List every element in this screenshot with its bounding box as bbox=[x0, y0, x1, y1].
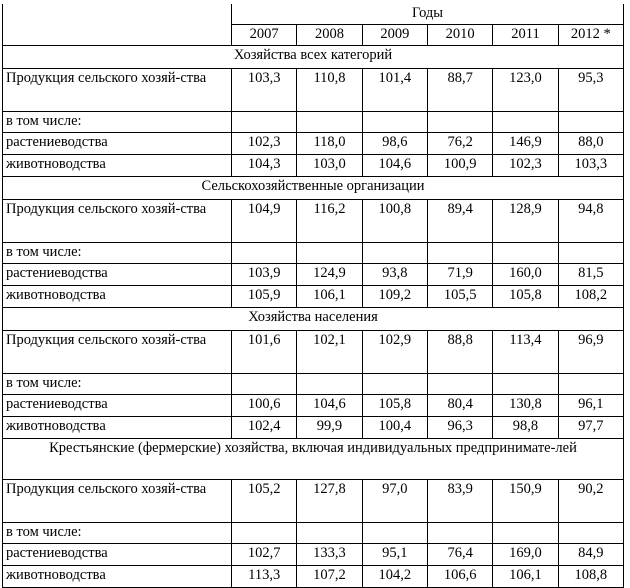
row-label: животноводства bbox=[3, 566, 232, 588]
value-cell: 98,6 bbox=[362, 133, 427, 155]
livestock-row bbox=[3, 155, 624, 177]
value-cell: 102,3 bbox=[232, 133, 297, 155]
crops-row bbox=[3, 133, 624, 155]
row-label: животноводства bbox=[3, 286, 232, 308]
value-cell: 105,2 bbox=[232, 480, 297, 523]
value-cell: 71,9 bbox=[427, 264, 492, 286]
value-cell: 110,8 bbox=[297, 69, 362, 112]
including-row bbox=[3, 523, 624, 544]
agriculture-index-table bbox=[2, 4, 624, 588]
section-header-row bbox=[3, 308, 624, 331]
value-cell bbox=[297, 112, 362, 133]
value-cell: 93,8 bbox=[362, 264, 427, 286]
value-cell: 103,3 bbox=[232, 69, 297, 112]
value-cell bbox=[493, 374, 558, 395]
value-cell: 105,9 bbox=[232, 286, 297, 308]
value-cell: 76,4 bbox=[427, 544, 492, 566]
value-cell: 96,1 bbox=[558, 395, 623, 417]
row-label: в том числе: bbox=[3, 374, 232, 395]
header-row-group bbox=[3, 4, 624, 25]
value-cell: 83,9 bbox=[427, 480, 492, 523]
value-cell: 102,7 bbox=[232, 544, 297, 566]
value-cell: 97,7 bbox=[558, 417, 623, 439]
section-title: Сельскохозяйственные организации bbox=[3, 177, 624, 200]
value-cell: 124,9 bbox=[297, 264, 362, 286]
value-cell: 130,8 bbox=[493, 395, 558, 417]
section-title: Хозяйства населения bbox=[3, 308, 624, 331]
value-cell: 103,3 bbox=[558, 155, 623, 177]
row-label: животноводства bbox=[3, 155, 232, 177]
value-cell: 169,0 bbox=[493, 544, 558, 566]
value-cell: 105,8 bbox=[493, 286, 558, 308]
value-cell bbox=[427, 243, 492, 264]
value-cell bbox=[297, 374, 362, 395]
value-cell bbox=[493, 243, 558, 264]
value-cell: 116,2 bbox=[297, 200, 362, 243]
value-cell: 84,9 bbox=[558, 544, 623, 566]
value-cell: 108,2 bbox=[558, 286, 623, 308]
year-header: 2010 bbox=[427, 25, 492, 46]
livestock-row bbox=[3, 566, 624, 588]
table-body bbox=[3, 4, 624, 588]
value-cell: 105,5 bbox=[427, 286, 492, 308]
value-cell bbox=[427, 112, 492, 133]
value-cell: 106,1 bbox=[297, 286, 362, 308]
production-row bbox=[3, 69, 624, 112]
value-cell bbox=[232, 374, 297, 395]
value-cell bbox=[362, 523, 427, 544]
livestock-row bbox=[3, 286, 624, 308]
value-cell: 104,3 bbox=[232, 155, 297, 177]
value-cell bbox=[427, 374, 492, 395]
value-cell: 133,3 bbox=[297, 544, 362, 566]
value-cell bbox=[232, 243, 297, 264]
year-header: 2011 bbox=[493, 25, 558, 46]
value-cell: 128,9 bbox=[493, 200, 558, 243]
years-group-header: Годы bbox=[232, 4, 624, 25]
section-header-row bbox=[3, 46, 624, 69]
value-cell: 98,8 bbox=[493, 417, 558, 439]
production-row bbox=[3, 200, 624, 243]
value-cell: 101,4 bbox=[362, 69, 427, 112]
row-label: растениеводства bbox=[3, 264, 232, 286]
value-cell: 104,6 bbox=[362, 155, 427, 177]
value-cell: 104,9 bbox=[232, 200, 297, 243]
value-cell: 100,8 bbox=[362, 200, 427, 243]
value-cell: 106,1 bbox=[493, 566, 558, 588]
value-cell: 102,1 bbox=[297, 331, 362, 374]
including-row bbox=[3, 243, 624, 264]
value-cell bbox=[362, 374, 427, 395]
row-label: Продукция сельского хозяй-ства bbox=[3, 69, 232, 112]
value-cell: 103,0 bbox=[297, 155, 362, 177]
year-header: 2007 bbox=[232, 25, 297, 46]
production-row bbox=[3, 331, 624, 374]
row-label: в том числе: bbox=[3, 523, 232, 544]
value-cell: 81,5 bbox=[558, 264, 623, 286]
value-cell: 96,9 bbox=[558, 331, 623, 374]
value-cell bbox=[558, 243, 623, 264]
value-cell: 106,6 bbox=[427, 566, 492, 588]
row-label: растениеводства bbox=[3, 544, 232, 566]
production-row bbox=[3, 480, 624, 523]
value-cell: 94,8 bbox=[558, 200, 623, 243]
value-cell: 76,2 bbox=[427, 133, 492, 155]
value-cell bbox=[297, 243, 362, 264]
value-cell bbox=[493, 112, 558, 133]
row-label: Продукция сельского хозяй-ства bbox=[3, 331, 232, 374]
value-cell: 100,9 bbox=[427, 155, 492, 177]
value-cell bbox=[232, 523, 297, 544]
including-row bbox=[3, 374, 624, 395]
header-corner-cell bbox=[3, 4, 232, 46]
value-cell: 102,9 bbox=[362, 331, 427, 374]
value-cell: 89,4 bbox=[427, 200, 492, 243]
row-label: животноводства bbox=[3, 417, 232, 439]
section-header-row bbox=[3, 177, 624, 200]
value-cell: 103,9 bbox=[232, 264, 297, 286]
including-row bbox=[3, 112, 624, 133]
value-cell bbox=[362, 112, 427, 133]
section-title: Крестьянские (фермерские) хозяйства, включая индивидуальных предпринимате-лей bbox=[3, 439, 624, 480]
value-cell: 90,2 bbox=[558, 480, 623, 523]
value-cell bbox=[232, 112, 297, 133]
value-cell: 104,6 bbox=[297, 395, 362, 417]
value-cell bbox=[362, 243, 427, 264]
value-cell: 88,0 bbox=[558, 133, 623, 155]
value-cell bbox=[297, 523, 362, 544]
value-cell: 107,2 bbox=[297, 566, 362, 588]
value-cell: 95,1 bbox=[362, 544, 427, 566]
value-cell: 127,8 bbox=[297, 480, 362, 523]
value-cell: 88,8 bbox=[427, 331, 492, 374]
section-title: Хозяйства всех категорий bbox=[3, 46, 624, 69]
value-cell: 88,7 bbox=[427, 69, 492, 112]
value-cell: 104,2 bbox=[362, 566, 427, 588]
row-label: растениеводства bbox=[3, 395, 232, 417]
value-cell bbox=[493, 523, 558, 544]
value-cell: 102,4 bbox=[232, 417, 297, 439]
value-cell: 113,4 bbox=[493, 331, 558, 374]
value-cell: 97,0 bbox=[362, 480, 427, 523]
row-label: растениеводства bbox=[3, 133, 232, 155]
value-cell: 100,6 bbox=[232, 395, 297, 417]
row-label: Продукция сельского хозяй-ства bbox=[3, 480, 232, 523]
row-label: Продукция сельского хозяй-ства bbox=[3, 200, 232, 243]
year-header: 2008 bbox=[297, 25, 362, 46]
value-cell: 102,3 bbox=[493, 155, 558, 177]
crops-row bbox=[3, 264, 624, 286]
value-cell: 105,8 bbox=[362, 395, 427, 417]
value-cell bbox=[427, 523, 492, 544]
value-cell: 146,9 bbox=[493, 133, 558, 155]
value-cell: 80,4 bbox=[427, 395, 492, 417]
row-label: в том числе: bbox=[3, 112, 232, 133]
value-cell: 100,4 bbox=[362, 417, 427, 439]
year-header: 2009 bbox=[362, 25, 427, 46]
value-cell: 95,3 bbox=[558, 69, 623, 112]
crops-row bbox=[3, 395, 624, 417]
livestock-row bbox=[3, 417, 624, 439]
value-cell: 109,2 bbox=[362, 286, 427, 308]
value-cell: 101,6 bbox=[232, 331, 297, 374]
value-cell: 96,3 bbox=[427, 417, 492, 439]
value-cell: 150,9 bbox=[493, 480, 558, 523]
value-cell bbox=[558, 523, 623, 544]
row-label: в том числе: bbox=[3, 243, 232, 264]
section-header-row bbox=[3, 439, 624, 480]
value-cell bbox=[558, 112, 623, 133]
value-cell bbox=[558, 374, 623, 395]
value-cell: 118,0 bbox=[297, 133, 362, 155]
value-cell: 123,0 bbox=[493, 69, 558, 112]
value-cell: 160,0 bbox=[493, 264, 558, 286]
crops-row bbox=[3, 544, 624, 566]
year-header: 2012 * bbox=[558, 25, 623, 46]
value-cell: 113,3 bbox=[232, 566, 297, 588]
value-cell: 99,9 bbox=[297, 417, 362, 439]
value-cell: 108,8 bbox=[558, 566, 623, 588]
